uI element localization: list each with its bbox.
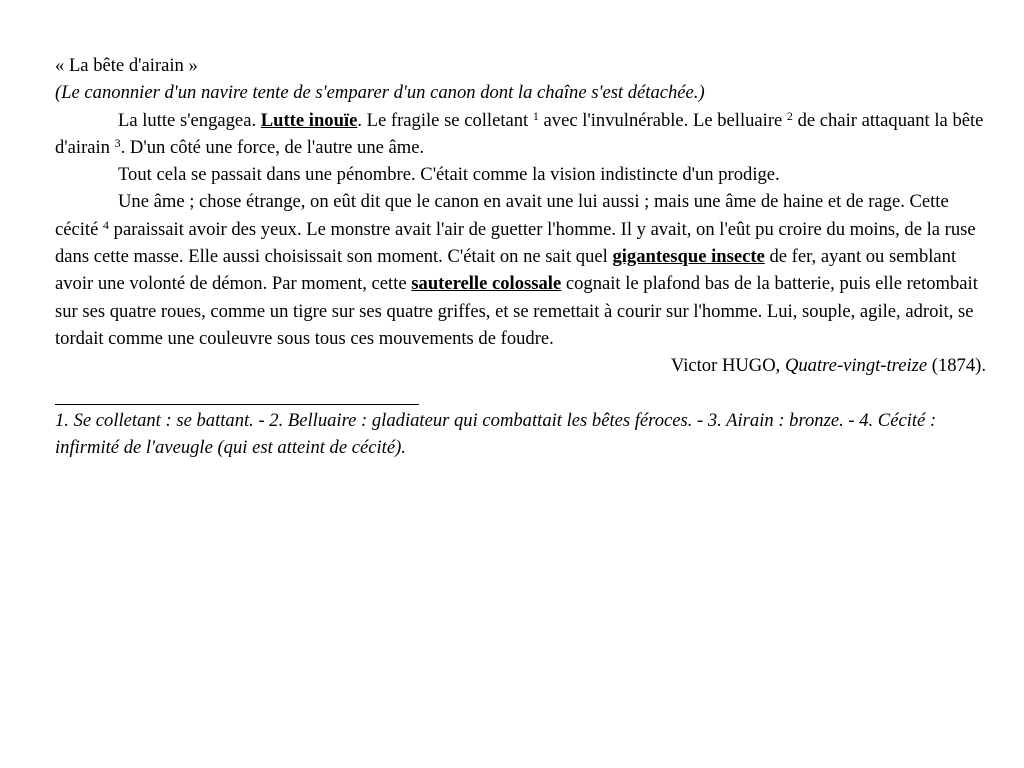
footnote-ref-1: 1 <box>532 108 539 123</box>
p3-text-1: Une âme ; chose étrange, on eût dit que le canon en avait une lui aussi ; mais une âme de haine et de rage. Cette cécité <box>55 191 949 240</box>
highlight-gigantesque-insecte: gigantesque insecte <box>612 246 765 268</box>
attribution-work: Quatre-vingt-treize <box>784 355 928 377</box>
footnotes: 1. Se colletant : se battant. - 2. Belluaire : gladiateur qui combattait les bêtes féroces. - 3. Airain : bronze. - 4. Cécité : infirmité de l'aveugle (qui est atteint de cécité). <box>55 409 937 458</box>
attribution <box>55 352 986 379</box>
p1-text-3: avec l'invulnérable. Le belluaire <box>538 109 787 131</box>
p3-text-3: de fer, ayant ou semblant avoir une volonté de démon. Par moment, cette <box>55 246 957 295</box>
highlight-lutte-inouie: Lutte inouïe <box>260 109 358 131</box>
p1-text-5: . D'un côté une force, de l'autre une âme. <box>120 136 425 158</box>
highlight-sauterelle-colossale: sauterelle colossale <box>411 273 562 295</box>
paragraph-2 <box>55 161 986 188</box>
p1-text-1: La lutte s'engagea. <box>118 109 261 131</box>
attribution-author: Victor HUGO, <box>670 355 785 377</box>
p2-text-1: Tout cela se passait dans une pénombre. C'était comme la vision indistincte d'un prodige. <box>118 164 780 186</box>
p1-text-2: . Le fragile se colletant <box>357 109 533 131</box>
attribution-year: (1874). <box>927 355 986 377</box>
p3-text-2: paraissait avoir des yeux. Le monstre avait l'air de guetter l'homme. Il y avait, on l'eût pu croire du moins, de la ruse dans cette masse. Elle aussi choisissait son moment. C'était on ne sait quel <box>55 218 976 268</box>
footnote-separator <box>55 404 419 405</box>
paragraph-1 <box>55 107 986 162</box>
footnote-ref-4: 4 <box>103 217 109 232</box>
text-subtitle: (Le canonnier d'un navire tente de s'emparer d'un canon dont la chaîne s'est détachée.) <box>55 82 705 104</box>
p3-text-4: cognait le plafond bas de la batterie, puis elle retombait sur ses quatre roues, comme un tigre sur ses quatre griffes, et se remettait à courir sur l'homme. Lui, souple, agile, adroit, se tordait comme une couleuvre sous tous ces mouvements de foudre. <box>55 273 978 349</box>
footnote-ref-3: 3 <box>114 135 121 150</box>
text-title: « La bête d'airain » <box>55 55 198 76</box>
paragraph-3 <box>55 188 986 352</box>
footnote-ref-2: 2 <box>786 108 793 123</box>
p1-text-4: de chair attaquant la bête d'airain <box>55 109 984 158</box>
